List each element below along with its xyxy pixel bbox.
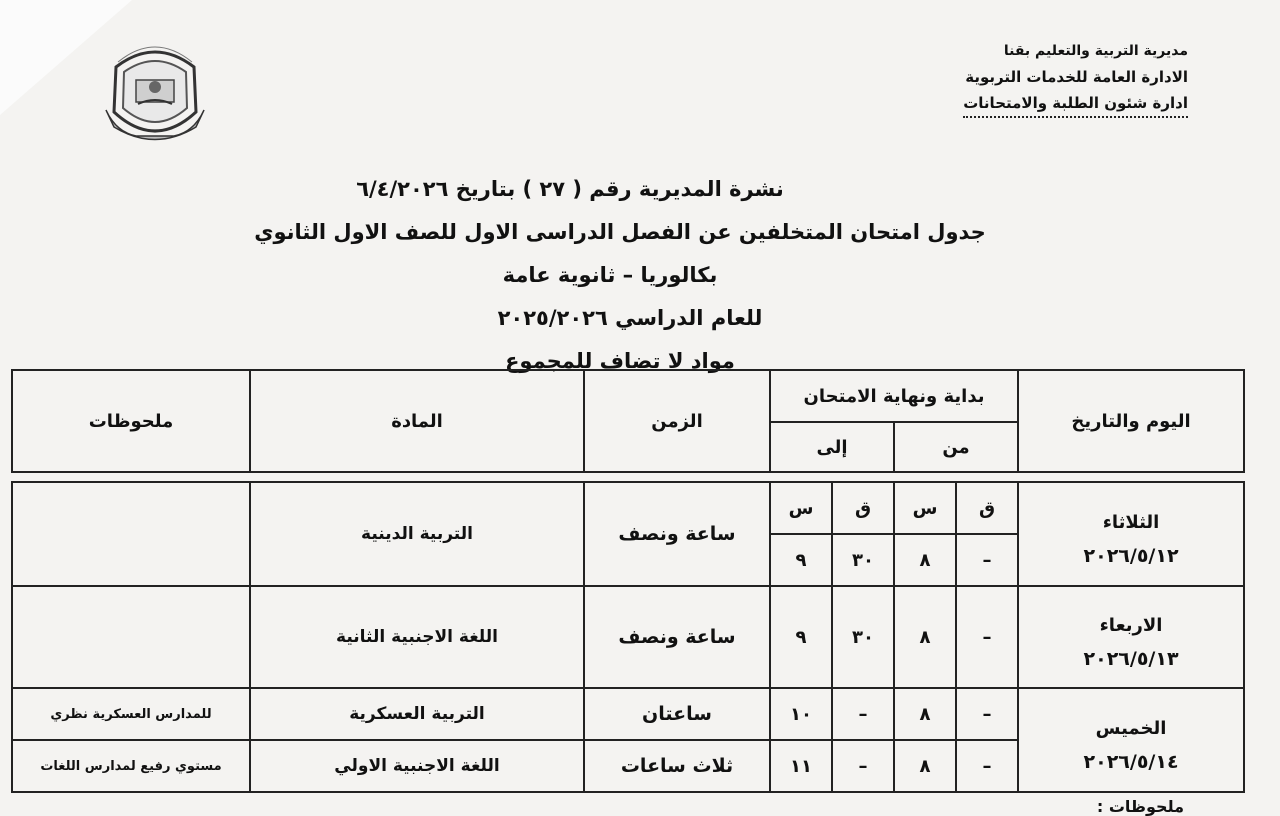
duration-cell: ساعتان <box>584 688 770 740</box>
document-headings <box>0 168 1280 383</box>
organization-header <box>963 38 1188 118</box>
to-hour-value: ١٠ <box>770 688 832 740</box>
to-hour-value: ٩ <box>770 586 832 688</box>
subject-cell: التربية الدينية <box>250 482 584 586</box>
from-minute-value: – <box>956 586 1018 688</box>
from-minute-value: – <box>956 740 1018 792</box>
table-row <box>12 688 1244 740</box>
day-name: الثلاثاء <box>1102 512 1160 533</box>
academic-year-line: للعام الدراسي ٢٠٢٥/٢٠٢٦ <box>497 306 763 330</box>
header-day-date: اليوم والتاريخ <box>1018 370 1244 472</box>
header-separator <box>12 472 1244 482</box>
day-date-cell <box>1018 482 1244 586</box>
exam-date: ٢٠٢٦/٥/١٤ <box>1083 751 1179 773</box>
from-minute-value: – <box>956 534 1018 586</box>
day-date-cell <box>1018 586 1244 688</box>
day-date-cell <box>1018 688 1244 792</box>
header-subject: المادة <box>250 370 584 472</box>
header-to: إلى <box>770 422 894 472</box>
from-minute-label: ق <box>956 482 1018 534</box>
notes-cell: للمدارس العسكرية نظري <box>12 688 250 740</box>
org-line-3: ادارة شئون الطلبة والامتحانات <box>963 90 1188 118</box>
to-minute-value: ٣٠ <box>832 586 894 688</box>
to-minute-value: – <box>832 688 894 740</box>
directorate-seal-logo <box>96 32 214 157</box>
schedule-title: جدول امتحان المتخلفين عن الفصل الدراسى الاول للصف الاول الثانوي <box>254 220 986 244</box>
notes-cell <box>12 586 250 688</box>
day-name: الاربعاء <box>1099 615 1163 636</box>
exam-schedule-table <box>11 369 1245 793</box>
header-exam-window: بداية ونهاية الامتحان <box>770 370 1018 422</box>
to-minute-value: – <box>832 740 894 792</box>
from-hour-value: ٨ <box>894 586 956 688</box>
duration-cell: ساعة ونصف <box>584 586 770 688</box>
subject-cell: التربية العسكرية <box>250 688 584 740</box>
program-line: بكالوريا – ثانوية عامة <box>502 263 718 287</box>
to-hour-label: س <box>770 482 832 534</box>
org-line-1: مديرية التربية والتعليم بقنا <box>1003 43 1188 59</box>
from-hour-value: ٨ <box>894 534 956 586</box>
to-minute-label: ق <box>832 482 894 534</box>
duration-cell: ساعة ونصف <box>584 482 770 586</box>
notes-cell <box>12 482 250 586</box>
header-duration: الزمن <box>584 370 770 472</box>
header-from: من <box>894 422 1018 472</box>
from-minute-value: – <box>956 688 1018 740</box>
to-hour-value: ٩ <box>770 534 832 586</box>
subject-cell: اللغة الاجنبية الاولي <box>250 740 584 792</box>
table-row <box>12 482 1244 534</box>
to-hour-value: ١١ <box>770 740 832 792</box>
exam-date: ٢٠٢٦/٥/١٣ <box>1083 648 1179 670</box>
from-hour-value: ٨ <box>894 688 956 740</box>
org-line-2: الادارة العامة للخدمات التربوية <box>965 68 1188 86</box>
table-row <box>12 586 1244 688</box>
notes-cell: مستوي رفيع لمدارس اللغات <box>12 740 250 792</box>
duration-cell: ثلاث ساعات <box>584 740 770 792</box>
bulletin-line: نشرة المديرية رقم ( ٢٧ ) بتاريخ ٦/٤/٢٠٢٦ <box>356 177 784 201</box>
to-minute-value: ٣٠ <box>832 534 894 586</box>
header-notes: ملحوظات <box>12 370 250 472</box>
footer-notes-label: ملحوظات : <box>1096 797 1184 816</box>
day-name: الخميس <box>1095 718 1167 739</box>
from-hour-label: س <box>894 482 956 534</box>
subtitle-line: مواد لا تضاف للمجموع <box>505 349 735 373</box>
exam-date: ٢٠٢٦/٥/١٢ <box>1083 545 1179 567</box>
subject-cell: اللغة الاجنبية الثانية <box>250 586 584 688</box>
from-hour-value: ٨ <box>894 740 956 792</box>
